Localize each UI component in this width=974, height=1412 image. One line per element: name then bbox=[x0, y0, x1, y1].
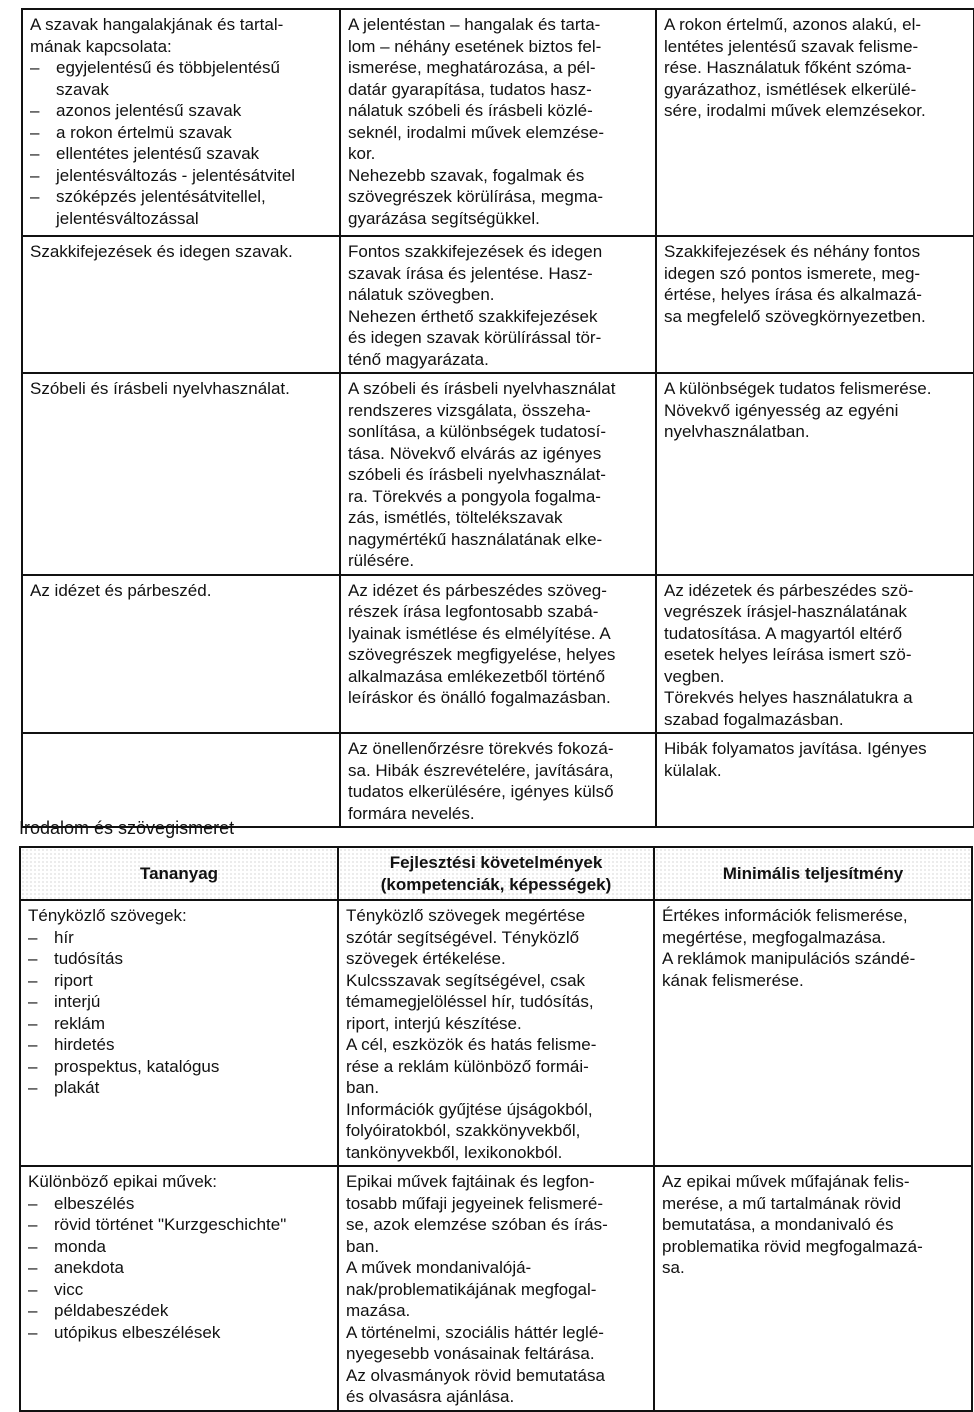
column-header-minimum: Minimális teljesítmény bbox=[654, 847, 972, 900]
topic-list bbox=[28, 927, 332, 1099]
column-header-requirements: Fejlesztési követelmények (kompetenciák, képességek) bbox=[338, 847, 654, 900]
requirements-cell: Tényközlő szövegek megértése szótár segítségével. Tényközlő szövegek értékelése. Kulcsszavak segítségével, csak témamegjelöléssel hír, tudósítás, riport, interjú készítése. A cél, eszközök és hatás felisme- rése a reklám különböző formái- ban. Információk gyűjtése újságokból, folyóiratokból, szakkönyvekből, tankönyvekből, lexikonokból. bbox=[338, 900, 654, 1166]
table-header-row bbox=[20, 847, 972, 900]
table-row bbox=[20, 1166, 972, 1411]
list-item: – egyjelentésű és többjelentésű szavak bbox=[30, 57, 334, 100]
table-row bbox=[22, 373, 974, 575]
list-item: – hirdetés bbox=[28, 1034, 332, 1056]
topic-title: Különböző epikai művek: bbox=[28, 1172, 218, 1191]
minimum-cell: Az idézetek és párbeszédes szö- vegrészek írásjel-használatának tudatosítása. A magyartól eltérő esetek helyes leírása ismert szö- vegben. Törekvés helyes használatukra a szabad fogalmazásban. bbox=[656, 575, 974, 734]
section-title: Irodalom és szövegismeret bbox=[19, 818, 235, 838]
minimum-cell: A különbségek tudatos felismerése. Növekvő igényesség az egyéni nyelvhasználatban. bbox=[656, 373, 974, 575]
list-item: – hír bbox=[28, 927, 332, 949]
list-item: – példabeszédek bbox=[28, 1300, 332, 1322]
list-item: – interjú bbox=[28, 991, 332, 1013]
table-row bbox=[20, 900, 972, 1166]
topic-cell: Szóbeli és írásbeli nyelvhasználat. bbox=[22, 373, 340, 575]
list-item: – anekdota bbox=[28, 1257, 332, 1279]
list-item: – tudósítás bbox=[28, 948, 332, 970]
list-item: – riport bbox=[28, 970, 332, 992]
topic-title: Tényközlő szövegek: bbox=[28, 906, 187, 925]
minimum-cell: Az epikai művek műfajának felis- merése, a mű tartalmának rövid bemutatása, a mondanivaló és problematika rövid megfogalmazá- sa. bbox=[654, 1166, 972, 1411]
requirements-cell: Fontos szakkifejezések és idegen szavak írása és jelentése. Hasz- nálatuk szövegben. Nehezen érthető szakkifejezések és idegen szavak körülírással tör- ténő magyarázata. bbox=[340, 236, 656, 373]
topic-cell bbox=[22, 9, 340, 236]
list-item: – reklám bbox=[28, 1013, 332, 1035]
minimum-cell: Szakkifejezések és néhány fontos idegen szó pontos ismerete, meg- értése, helyes írása és alkalmazá- sa megfelelő szövegkörnyezetben. bbox=[656, 236, 974, 373]
list-item: – jelentésváltozás - jelentésátvitel bbox=[30, 165, 334, 187]
list-item: – a rokon értelmü szavak bbox=[30, 122, 334, 144]
column-header-material: Tananyag bbox=[20, 847, 338, 900]
topic-cell bbox=[22, 733, 340, 827]
curriculum-table-literature bbox=[19, 846, 973, 1412]
requirements-cell: Az idézet és párbeszédes szöveg- részek írása legfontosabb szabá- lyainak ismétlése és elmélyítése. A szövegrészek megfigyelése, helyes alkalmazása emlékezetből történő leíráskor és önálló fogalmazásban. bbox=[340, 575, 656, 734]
minimum-cell: A rokon értelmű, azonos alakú, el- lentétes jelentésű szavak felisme- rése. Használatuk főként szóma- gyarázathoz, ismétlések elkerülé- sére, irodalmi művek elemzésekor. bbox=[656, 9, 974, 236]
topic-cell: Szakkifejezések és idegen szavak. bbox=[22, 236, 340, 373]
topic-cell: Az idézet és párbeszéd. bbox=[22, 575, 340, 734]
table-row bbox=[22, 236, 974, 373]
requirements-cell: Az önellenőrzésre törekvés fokozá- sa. Hibák észrevételére, javítására, tudatos elkerülésére, igényes külső formára nevelés. bbox=[340, 733, 656, 827]
table-row bbox=[22, 733, 974, 827]
table-row bbox=[22, 575, 974, 734]
requirements-cell: A jelentéstan – hangalak és tarta- lom – néhány esetének biztos fel- ismerése, meghatározása, a pél- datár gyarapítása, tudatos hasz- nálatuk szóbeli és írásbeli közlé- seknél, irodalmi művek elemzése- kor. Nehezebb szavak, fogalmak és szövegrészek körülírása, megma- gyarázása segítségükkel. bbox=[340, 9, 656, 236]
topic-list bbox=[28, 1193, 332, 1344]
list-item: – utópikus elbeszélések bbox=[28, 1322, 332, 1344]
table-row bbox=[22, 9, 974, 236]
list-item: – ellentétes jelentésű szavak bbox=[30, 143, 334, 165]
topic-cell bbox=[20, 900, 338, 1166]
topic-cell bbox=[20, 1166, 338, 1411]
minimum-cell: Hibák folyamatos javítása. Igényes külalak. bbox=[656, 733, 974, 827]
requirements-cell: A szóbeli és írásbeli nyelvhasználat rendszeres vizsgálata, összeha- sonlítása, a különbségek tudatosí- tása. Növekvő elvárás az igényes szóbeli és írásbeli nyelvhasználat- ra. Törekvés a pongyola fogalma- zás, ismétlés, töltelékszavak nagymértékű használatának elke- rülésére. bbox=[340, 373, 656, 575]
list-item: – vicc bbox=[28, 1279, 332, 1301]
list-item: – prospektus, katalógus bbox=[28, 1056, 332, 1078]
list-item: – elbeszélés bbox=[28, 1193, 332, 1215]
list-item: – plakát bbox=[28, 1077, 332, 1099]
list-item: – monda bbox=[28, 1236, 332, 1258]
list-item: – rövid történet "Kurzgeschichte" bbox=[28, 1214, 332, 1236]
topic-list bbox=[30, 57, 334, 229]
requirements-cell: Epikai művek fajtáinak és legfon- tosabb műfaji jegyeinek felismeré- se, azok elemzése szóban és írás- ban. A művek mondanivalójá- nak/problematikájának megfogal- mazása. A történelmi, szociális háttér leglé- nyegesebb vonásainak feltárása. Az olvasmányok rövid bemutatása és olvasásra ajánlása. bbox=[338, 1166, 654, 1411]
list-item: – szóképzés jelentésátvitellel, jelentésváltozással bbox=[30, 186, 334, 229]
topic-title: A szavak hangalakjának és tartal- mának kapcsolata: bbox=[30, 15, 284, 56]
list-item: – azonos jelentésű szavak bbox=[30, 100, 334, 122]
minimum-cell: Értékes információk felismerése, megértése, megfogalmazása. A reklámok manipulációs szándé- kának felismerése. bbox=[654, 900, 972, 1166]
curriculum-table-language bbox=[21, 8, 974, 828]
